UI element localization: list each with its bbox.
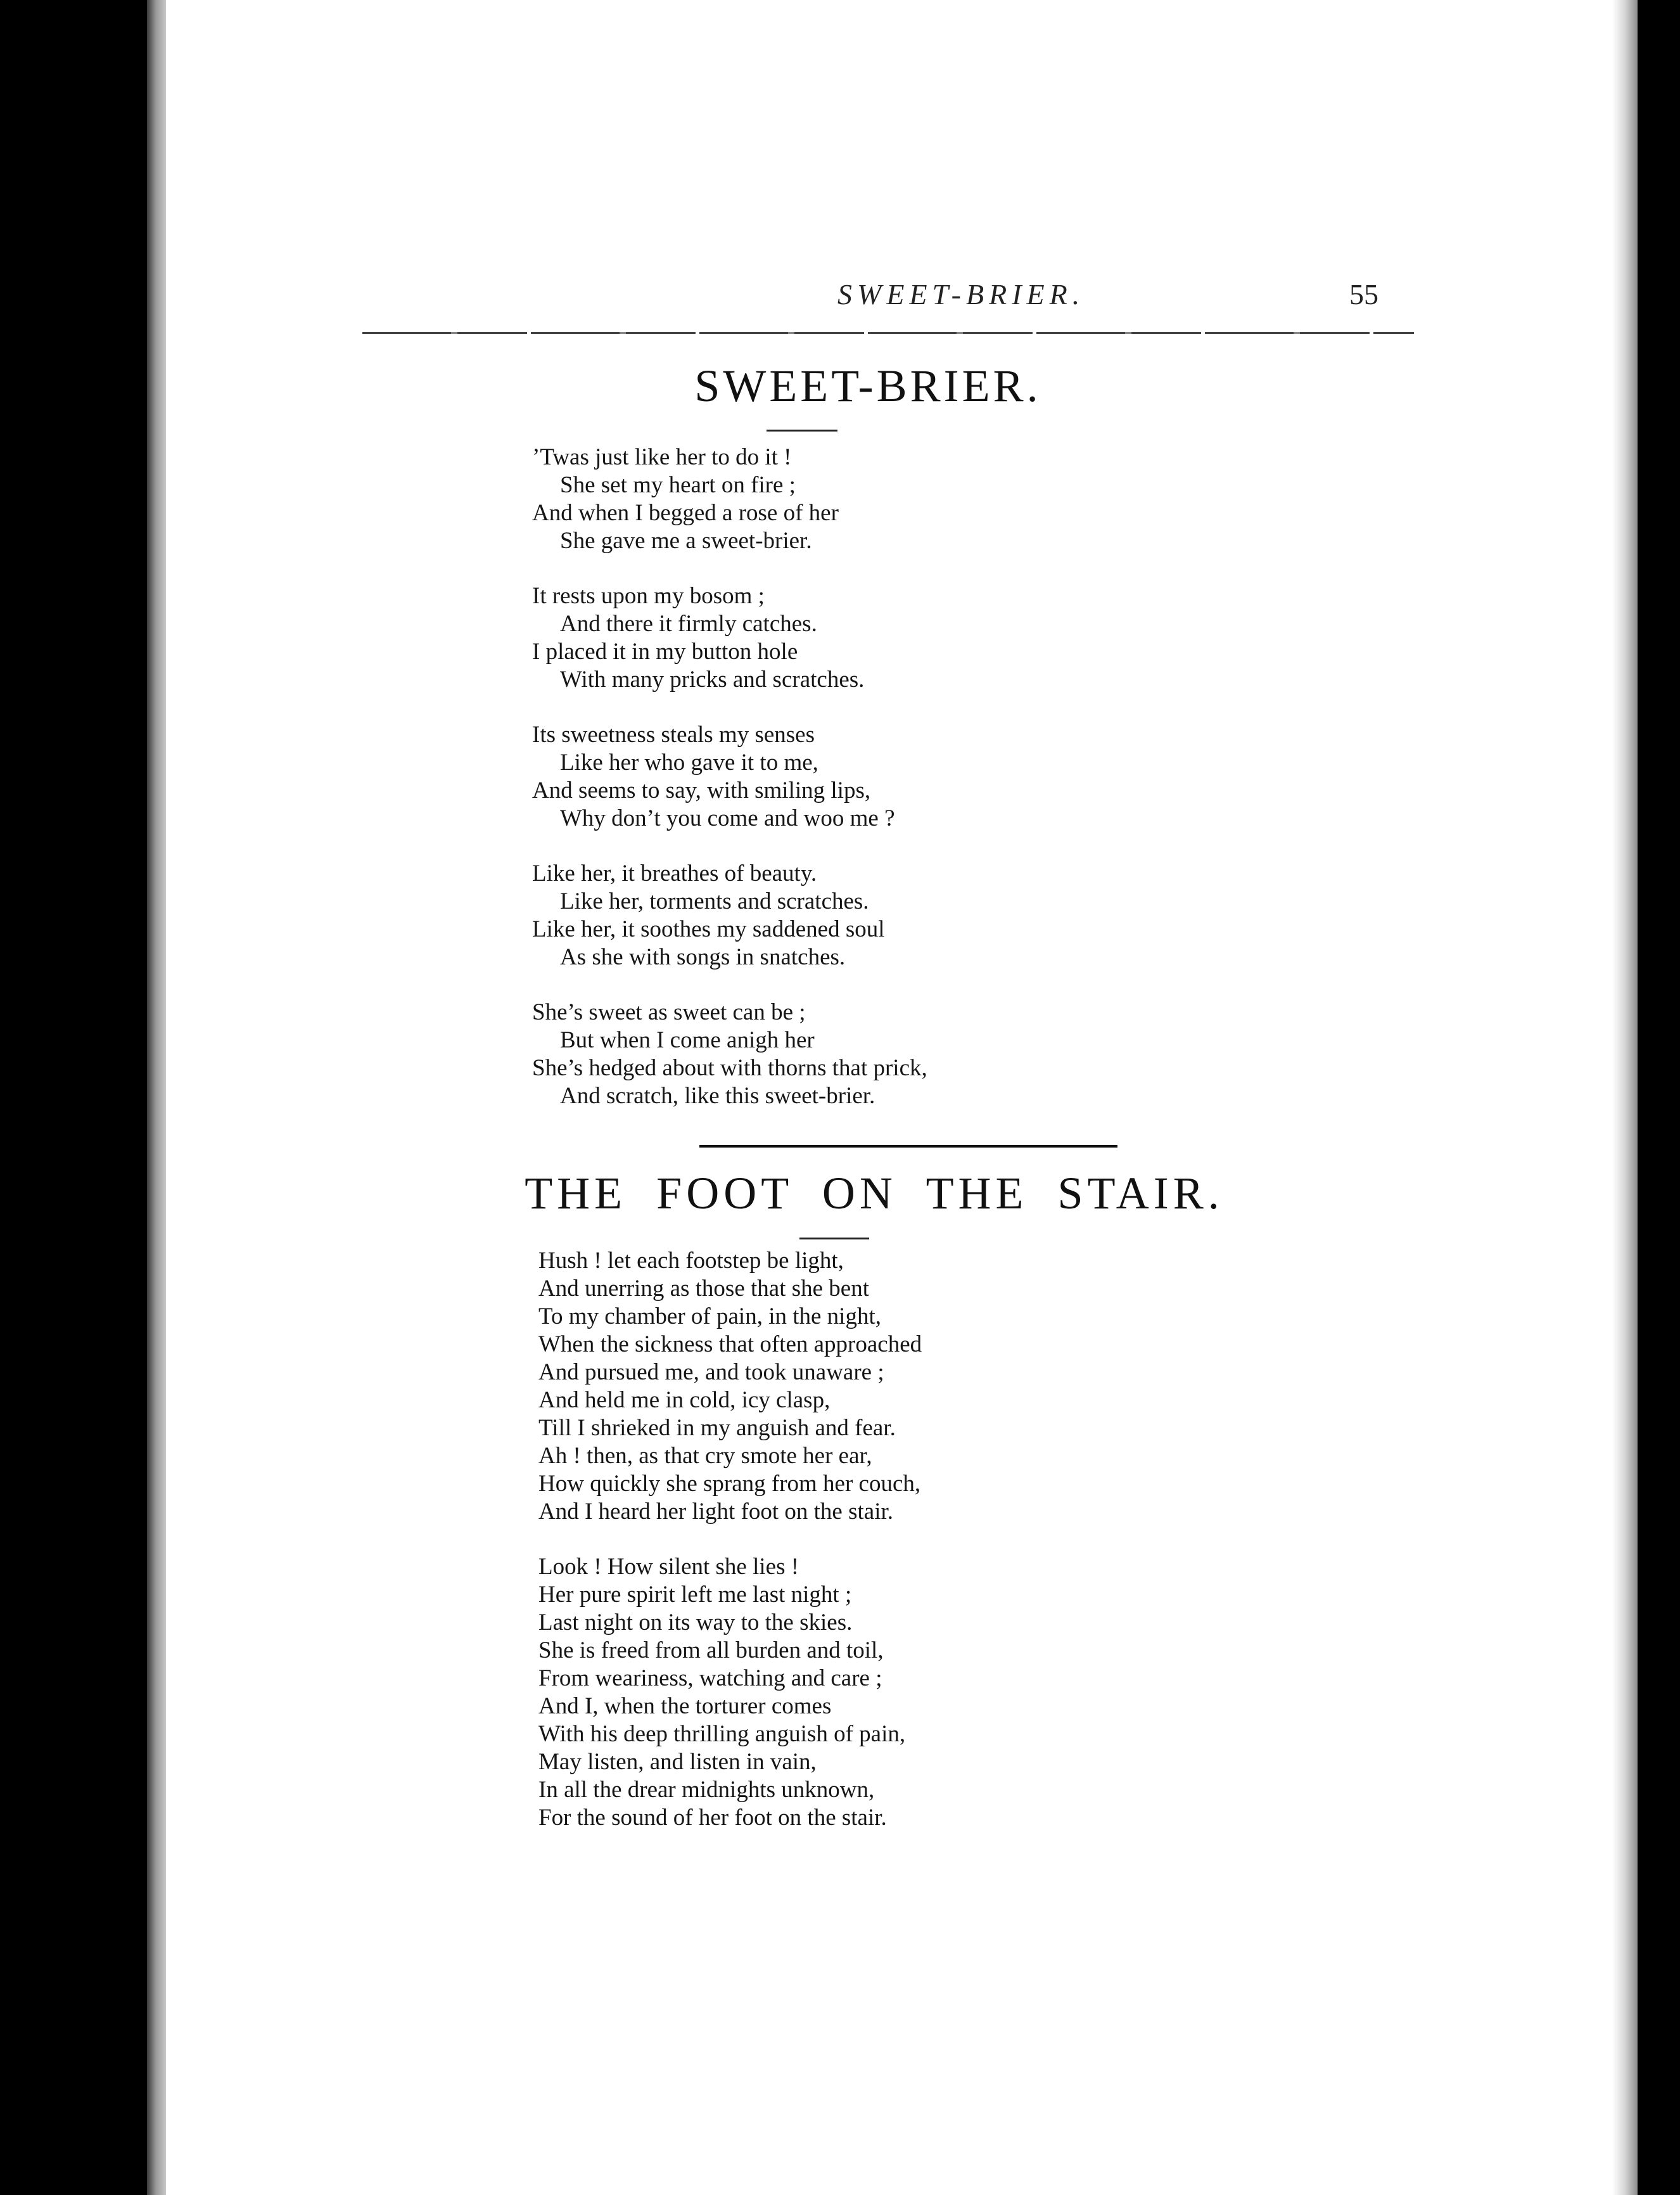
stanza	[532, 999, 927, 1110]
poem-title-sweet-brier: SWEET-BRIER.	[694, 361, 1041, 411]
poem-line: Her pure spirit left me last night ;	[538, 1582, 852, 1608]
poem-line: And pursued me, and took unaware ;	[538, 1359, 884, 1385]
stanza	[532, 444, 927, 555]
poem-line: Ah ! then, as that cry smote her ear,	[538, 1443, 872, 1469]
page-edge-right	[1612, 0, 1638, 2195]
stanza	[538, 1553, 922, 1832]
poem-line: In all the drear midnights unknown,	[538, 1777, 875, 1803]
poem-line: From weariness, watching and care ;	[538, 1665, 882, 1691]
poem-line: As she with songs in snatches.	[560, 944, 846, 970]
poem-title-foot-on-stair: THE FOOT ON THE STAIR.	[525, 1168, 1224, 1219]
title-rule	[799, 1238, 869, 1239]
poem-line: And when I begged a rose of her	[532, 500, 839, 526]
page-number: 55	[1349, 278, 1378, 310]
book-page	[166, 0, 1623, 2195]
poem-body-sweet-brier	[532, 444, 927, 1137]
poem-line: She set my heart on fire ;	[560, 472, 796, 498]
stanza	[532, 721, 927, 833]
poem-line: And there it firmly catches.	[560, 611, 817, 637]
poem-line: For the sound of her foot on the stair.	[538, 1805, 887, 1831]
poem-line: And I, when the torturer comes	[538, 1693, 832, 1719]
poem-line: I placed it in my button hole	[532, 639, 798, 665]
poem-line: Hush ! let each footstep be light,	[538, 1248, 844, 1274]
stanza	[538, 1247, 922, 1526]
poem-body-foot-on-stair	[538, 1247, 922, 1859]
header-rule	[362, 332, 1414, 334]
section-divider	[699, 1145, 1117, 1148]
poem-line: How quickly she sprang from her couch,	[538, 1471, 921, 1497]
poem-line: Why don’t you come and woo me ?	[560, 805, 895, 831]
poem-line: With many pricks and scratches.	[560, 667, 865, 693]
poem-line: With his deep thrilling anguish of pain,	[538, 1721, 906, 1747]
poem-line: Last night on its way to the skies.	[538, 1609, 853, 1635]
poem-line: May listen, and listen in vain,	[538, 1749, 817, 1775]
poem-line: To my chamber of pain, in the night,	[538, 1303, 881, 1329]
poem-line: Its sweetness steals my senses	[532, 722, 815, 748]
stanza	[532, 582, 927, 694]
poem-line: Like her, it soothes my saddened soul	[532, 916, 885, 942]
poem-line: And scratch, like this sweet-brier.	[560, 1083, 875, 1109]
poem-line: Till I shrieked in my anguish and fear.	[538, 1415, 896, 1441]
poem-line: When the sickness that often approached	[538, 1331, 922, 1357]
poem-line: ’Twas just like her to do it !	[532, 444, 792, 470]
poem-line: It rests upon my bosom ;	[532, 583, 765, 609]
poem-line: And unerring as those that she bent	[538, 1276, 869, 1302]
poem-line: And seems to say, with smiling lips,	[532, 778, 871, 803]
poem-line: She gave me a sweet-brier.	[560, 528, 812, 554]
running-head-title: SWEET-BRIER.	[837, 278, 1085, 310]
poem-line: Like her, it breathes of beauty.	[532, 861, 817, 886]
poem-line: She’s hedged about with thorns that prick,	[532, 1055, 927, 1081]
title-rule	[767, 430, 837, 432]
poem-line: But when I come anigh her	[560, 1027, 815, 1053]
stanza	[532, 860, 927, 971]
poem-line: And held me in cold, icy clasp,	[538, 1387, 830, 1413]
poem-line: She’s sweet as sweet can be ;	[532, 999, 806, 1025]
poem-line: Like her, torments and scratches.	[560, 888, 869, 914]
poem-line: And I heard her light foot on the stair.	[538, 1499, 894, 1525]
poem-line: Like her who gave it to me,	[560, 750, 818, 776]
poem-line: She is freed from all burden and toil,	[538, 1637, 884, 1663]
poem-line: Look ! How silent she lies !	[538, 1554, 799, 1580]
